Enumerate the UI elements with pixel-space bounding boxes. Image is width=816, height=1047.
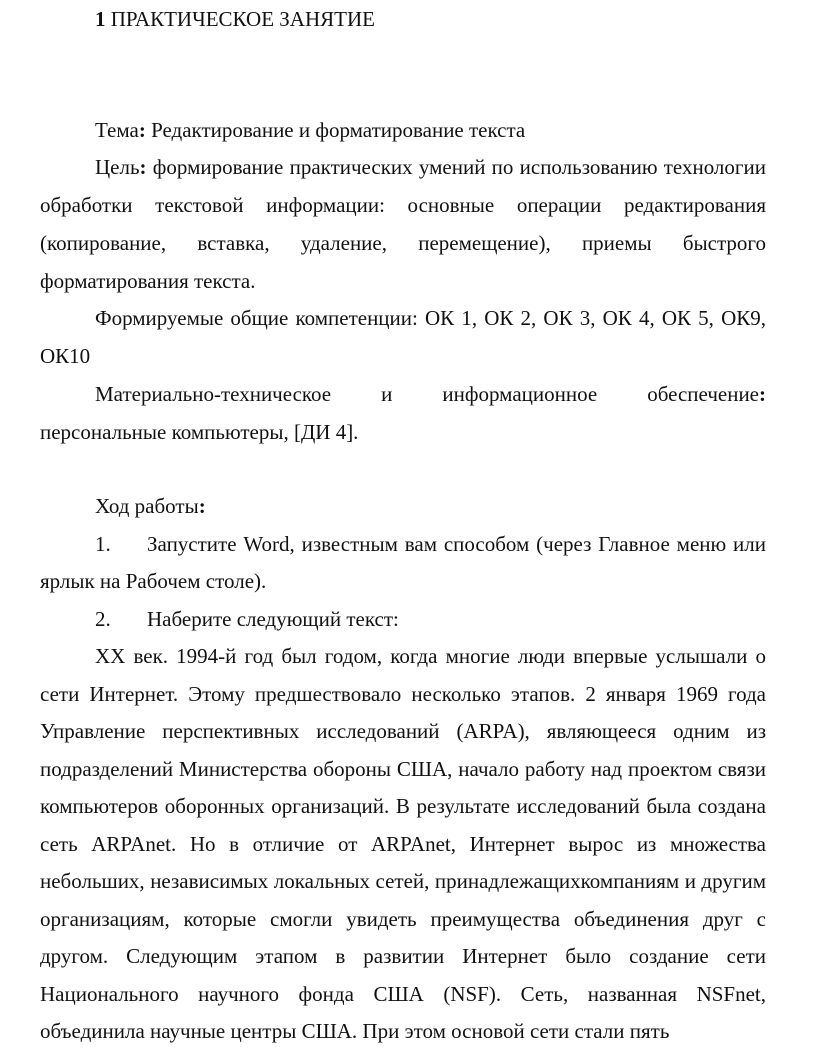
sample-text-line: небольших, независимых локальных сетей, принадлежащихкомпаниям и другим xyxy=(40,869,766,893)
materials-line-2: персональные компьютеры, [ДИ 4]. xyxy=(40,420,359,444)
sample-text-line: сети Интернет. Этому предшествовало несколько этапов. 2 января 1969 года xyxy=(40,682,766,706)
step-2-line-1 xyxy=(95,606,766,632)
step-1-line-1 xyxy=(95,531,766,557)
goal-colon: : xyxy=(139,155,147,179)
heading-title: ПРАКТИЧЕСКОЕ ЗАНЯТИЕ xyxy=(110,7,375,31)
materials-text-1: Материально-техническое и информационное обеспечение xyxy=(95,382,759,406)
page-heading xyxy=(95,6,766,32)
step-1-text-1: Запустите Word, известным вам способом (через Главное меню или xyxy=(147,532,766,556)
workflow-colon: : xyxy=(198,494,206,518)
sample-text-line: сеть ARPAnet. Но в отличие от ARPAnet, Интернет вырос из множества xyxy=(40,832,766,856)
workflow-label: Ход работы xyxy=(95,494,199,518)
step-1-number: 1. xyxy=(95,532,111,556)
sample-text-line: объединила научные центры США. При этом основой сети стали пять xyxy=(40,1019,670,1043)
topic-colon: : xyxy=(138,118,146,142)
goal-line-2: обработки текстовой информации: основные операции редактирования xyxy=(40,193,766,217)
topic-line xyxy=(95,117,766,143)
sample-text-line: Управление перспективных исследований (ARPA), являющееся одним из xyxy=(40,719,766,743)
sample-text-line: подразделений Министерства обороны США, начало работу над проектом связи xyxy=(40,757,766,781)
goal-text-1: формирование практических умений по использованию технологии xyxy=(146,155,766,179)
sample-text-line: компьютеров оборонных организаций. В результате исследований была создана xyxy=(40,794,766,818)
step-2-text-1: Наберите следующий текст: xyxy=(147,607,399,631)
topic-text: Редактирование и форматирование текста xyxy=(145,118,526,142)
goal-label: Цель xyxy=(95,155,140,179)
goal-line-3: (копирование, вставка, удаление, перемещение), приемы быстрого xyxy=(40,231,766,255)
step-1-line-2: ярлык на Рабочем столе). xyxy=(40,569,267,593)
competencies-line-1: Формируемые общие компетенции: ОК 1, ОК 2, ОК 3, ОК 4, ОК 5, ОК9, xyxy=(95,306,766,330)
materials-colon: : xyxy=(759,382,766,406)
sample-text-line: XX век. 1994-й год был годом, когда многие люди впервые услышали о xyxy=(95,644,766,668)
heading-number: 1 xyxy=(95,7,106,31)
sample-text-line: организациям, которые смогли увидеть преимущества объединения друг с xyxy=(40,907,766,931)
materials-line-1 xyxy=(95,381,766,407)
competencies-line-2: ОК10 xyxy=(40,344,91,368)
sample-text-line: другом. Следующим этапом в развитии Интернет было создание сети xyxy=(40,944,766,968)
topic-label: Тема xyxy=(95,118,139,142)
goal-line-4: форматирования текста. xyxy=(40,269,256,293)
workflow-heading xyxy=(95,493,766,519)
sample-text-line: Национального научного фонда США (NSF). Сеть, названная NSFnet, xyxy=(40,982,766,1006)
step-2-number: 2. xyxy=(95,607,111,631)
goal-line-1 xyxy=(95,154,766,180)
